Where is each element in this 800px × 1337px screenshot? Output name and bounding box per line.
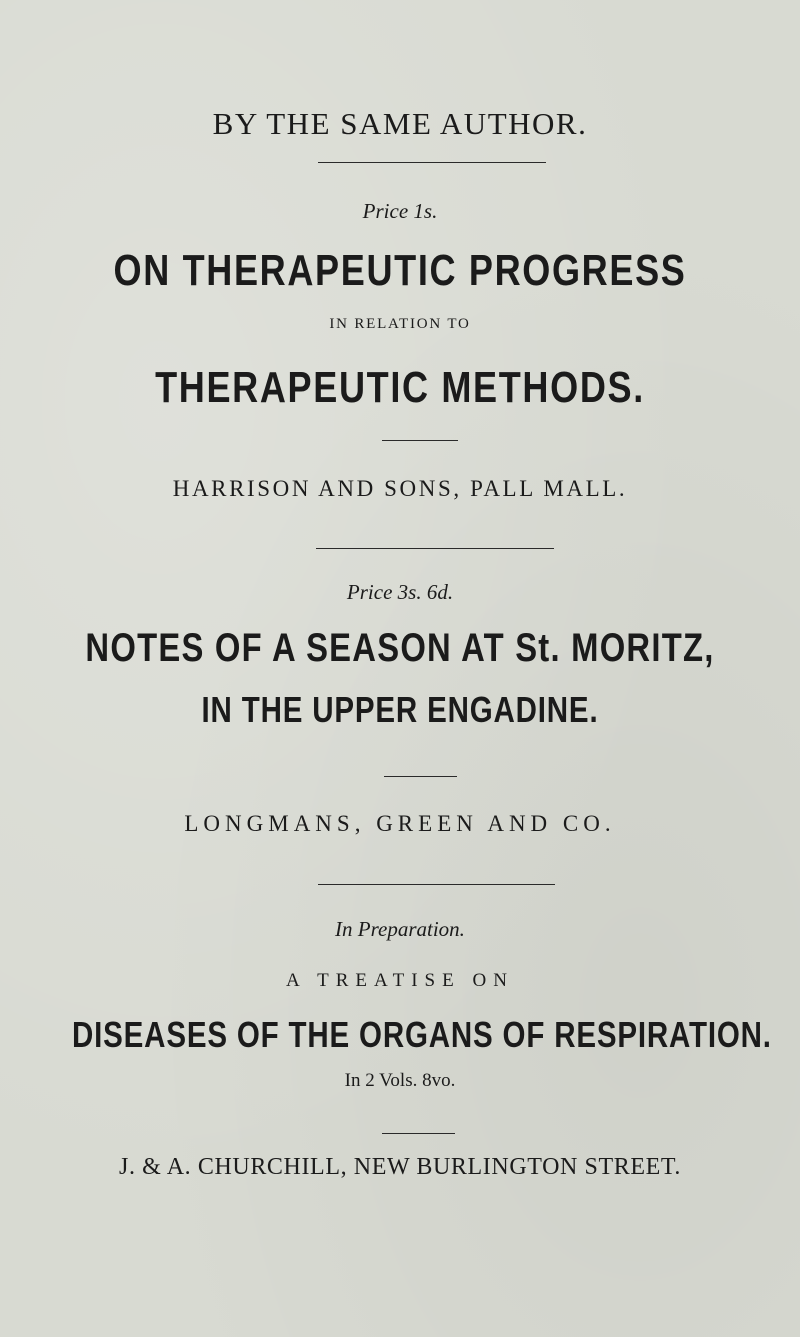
divider-rule	[318, 162, 546, 163]
page-header: BY THE SAME AUTHOR.	[212, 106, 588, 141]
book-1-title: ON THERAPEUTIC PROGRESS	[113, 246, 687, 295]
short-rule	[382, 440, 458, 441]
short-rule	[382, 1133, 455, 1134]
book-3-volumes: In 2 Vols. 8vo.	[344, 1070, 456, 1091]
book-3-pretitle: A TREATISE ON	[286, 970, 514, 991]
book-2-subtitle: IN THE UPPER ENGADINE.	[201, 689, 599, 730]
book-2-price: Price 3s. 6d.	[346, 580, 454, 604]
book-3-status: In Preparation.	[335, 917, 465, 941]
book-1-price: Price 1s.	[362, 199, 438, 223]
divider-rule	[318, 884, 555, 885]
short-rule	[384, 776, 457, 777]
divider-rule	[316, 548, 554, 549]
book-1-subtitle: THERAPEUTIC METHODS.	[155, 363, 645, 412]
book-2-publisher: LONGMANS, GREEN AND CO.	[184, 811, 616, 836]
book-2-title: NOTES OF A SEASON AT St. MORITZ,	[85, 626, 715, 670]
book-3-publisher: J. & A. CHURCHILL, NEW BURLINGTON STREET.	[119, 1154, 681, 1180]
book-1-connector: IN RELATION TO	[329, 316, 471, 332]
book-1-publisher: HARRISON AND SONS, PALL MALL.	[172, 476, 628, 501]
book-3-title: DISEASES OF THE ORGANS OF RESPIRATION.	[72, 1014, 772, 1055]
